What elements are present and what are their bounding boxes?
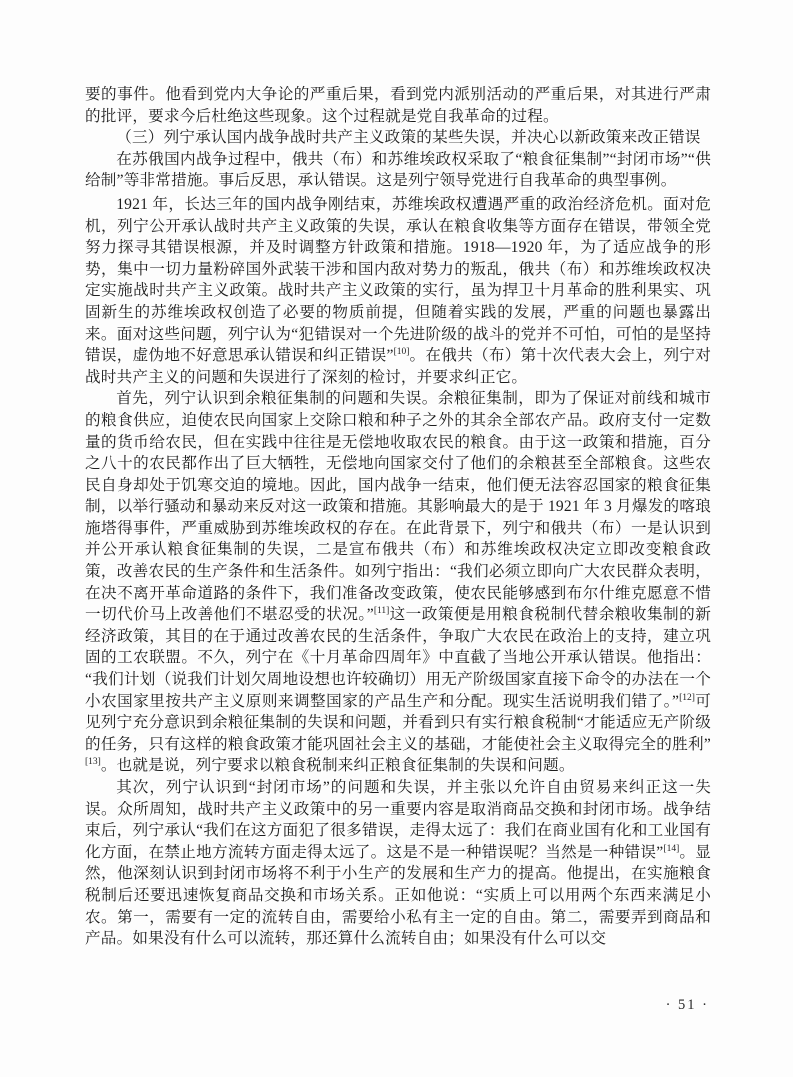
section-heading: （三）列宁承认国内战争战时共产主义政策的某些失误，并决心以新政策来改正错误 bbox=[116, 129, 701, 147]
paragraph-1921-crisis: 1921 年，长达三年的国内战争刚结束，苏维埃政权遭遇严重的政治经济危机。面对危机，列宁公开承认战时共产主义政策的失误，承认在粮食收集等方面存在错误，带领全党努力探寻其错误根源，并及时调整方针政策和措施。1918—1920 年，为了适应战争的形势，集中一切力量粉碎国外武装干涉和国内敌对势力的叛乱，俄共（布）和苏维埃政权决定实施战时共产主义政策。战时共产主义政策的实行，虽为捍卫十月革命的胜利果实、巩固新生的苏维埃政权创造了必要的物质前提，但随着实践的发展，严重的问题也暴露出来。面对这些问题，列宁认为“犯错误对一个先进阶级的战斗的党并不可怕，可怕的是坚持错误，虚伪地不好意思承认错误和纠正错误”[10]。在俄共（布）第十次代表大会上，列宁对战时共产主义的问题和失误进行了深刻的检讨，并要求纠正它。 bbox=[85, 195, 711, 386]
footnote-marker: [10] bbox=[393, 346, 410, 357]
paragraph-first-grain-requisition: 首先，列宁认识到余粮征集制的问题和失误。余粮征集制，即为了保证对前线和城市的粮食供应，迫使农民向国家上交除口粮和种子之外的其余全部农产品。政府支付一定数量的货币给农民，但在实践中往往是无偿地收取农民的粮食。由于这一政策和措施，百分之八十的农民都作出了巨大牺牲，无偿地向国家交付了他们的余粮甚至全部粮食。这些农民自身却处于饥寒交迫的境地。因此，国内战争一结束，他们便无法容忍国家的粮食征集制，以举行骚动和暴动来反对这一政策和措施。其影响最大的是于 1921 年 3 月爆发的喀琅施塔得事件，严重威胁到苏维埃政权的存在。在此背景下，列宁和俄共（布）一是认识到并公开承认粮食征集制的失误，二是宣布俄共（布）和苏维埃政权决定立即改变粮食政策，改善农民的生产条件和生活条件。如列宁指出：“我们必须立即向广大农民群众表明，在决不离开革命道路的条件下，我们准备改变政策，使农民能够感到布尔什维克愿意不惜一切代价马上改善他们不堪忍受的状况。”[11]这一政策便是用粮食税制代替余粮收集制的新经济政策，其目的在于通过改善农民的生活条件，争取广大农民在政治上的支持，建立巩固的工农联盟。不久，列宁在《十月革命四周年》中直截了当地公开承认错误。他指出：“我们计划（说我们计划欠周地设想也许较确切）用无产阶级国家直接下命令的办法在一个小农国家里按共产主义原则来调整国家的产品生产和分配。现实生活说明我们错了。”[12]可见列宁充分意识到余粮征集制的失误和问题，并看到只有实行粮食税制“才能适应无产阶级的任务，只有这样的粮食政策才能巩固社会主义的基础，才能使社会主义取得完全的胜利”[13]。也就是说，列宁要求以粮食税制来纠正粮食征集制的失误和问题。 bbox=[85, 390, 711, 775]
paragraph-intro: 在苏俄国内战争过程中，俄共（布）和苏维埃政权采取了“粮食征集制”“封闭市场”“供给制”等非常措施。事后反思，承认错误。这是列宁领导党进行自我革命的典型事例。 bbox=[85, 150, 711, 190]
footnote-marker: [13] bbox=[85, 757, 101, 768]
footnote-marker: [11] bbox=[373, 606, 390, 617]
paragraph-continuation: 要的事件。他看到党内大争论的严重后果，看到党内派别活动的严重后果，对其进行严肃的批评，要求今后杜绝这些现象。这个过程就是党自我革命的过程。 bbox=[85, 86, 711, 125]
page-number: · 51 · bbox=[665, 997, 709, 1013]
footnote-marker: [14] bbox=[663, 843, 680, 854]
document-body bbox=[85, 84, 711, 950]
paragraph-second-closed-market: 其次，列宁认识到“封闭市场”的问题和失误，并主张以允许自由贸易来纠正这一失误。众所周知，战时共产主义政策中的另一重要内容是取消商品交换和封闭市场。战争结束后，列宁承认“我们在这方面犯了很多错误，走得太远了：我们在商业国有化和工业国有化方面，在禁止地方流转方面走得太远了。这是不是一种错误呢？当然是一种错误”[14]。显然，他深刻认识到封闭市场将不利于小生产的发展和生产力的提高。他提出，在实施粮食税制后还要迅速恢复商品交换和市场关系。正如他说：“实质上可以用两个东西来满足小农。第一，需要有一定的流转自由，需要给小私有主一定的自由。第二，需要弄到商品和产品。如果没有什么可以流转，那还算什么流转自由；如果没有什么可以交 bbox=[85, 779, 711, 948]
footnote-marker: [12] bbox=[679, 692, 695, 703]
